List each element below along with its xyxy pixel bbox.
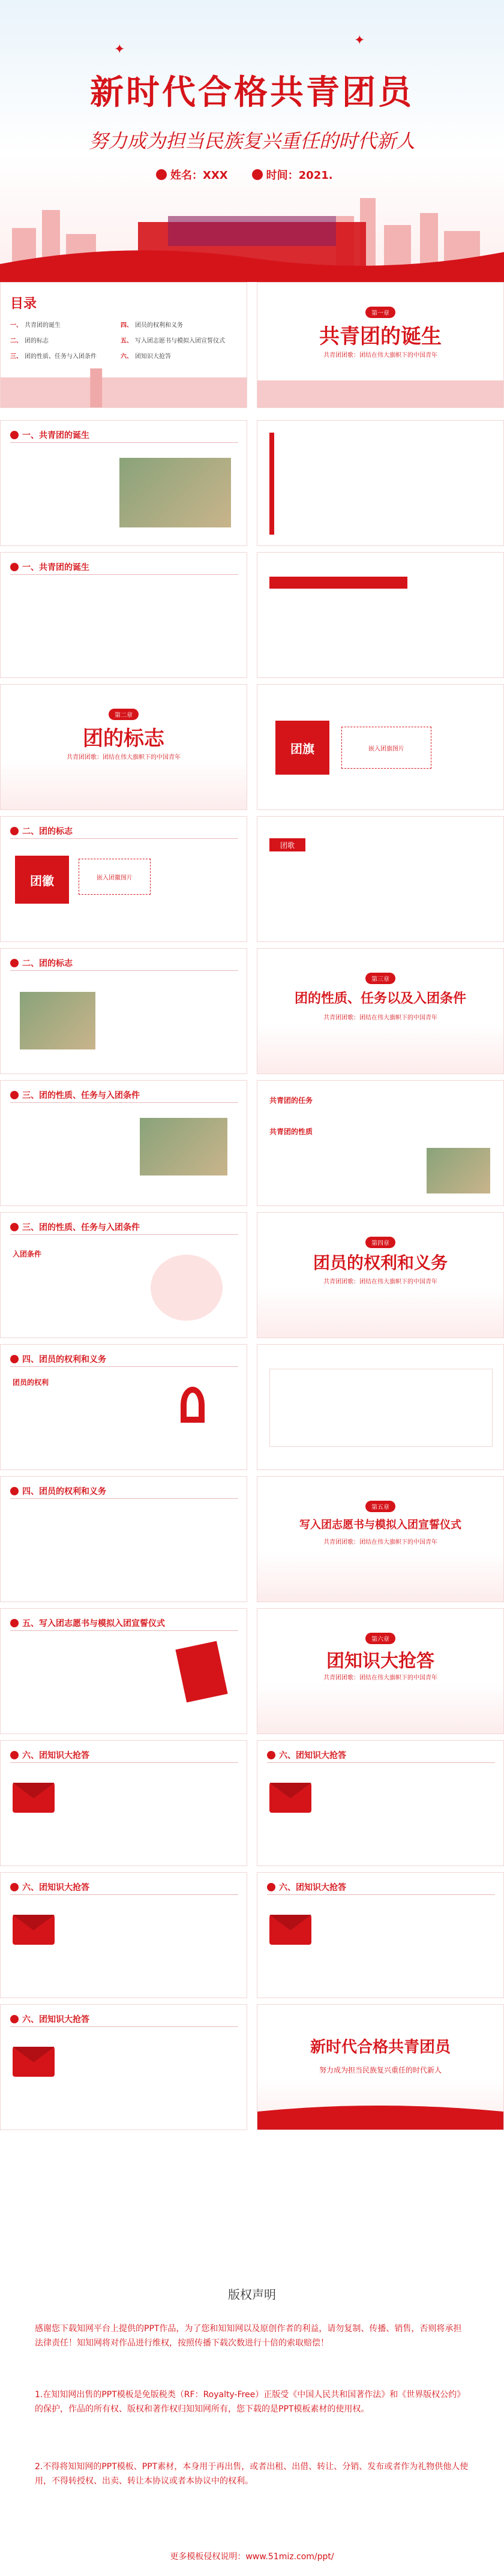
toc-item[interactable]: 四、 团员的权利和义务 — [121, 322, 183, 329]
toc-slide — [0, 282, 247, 408]
image-placeholder[interactable]: 嵌入团徽图片 — [79, 859, 151, 895]
city-skyline — [257, 2088, 503, 2130]
envelope-icon — [13, 1915, 55, 1945]
content-slide — [257, 1344, 504, 1470]
divider — [10, 2026, 238, 2027]
divider — [10, 1234, 238, 1235]
content-slide — [0, 816, 247, 942]
illustration — [151, 1255, 223, 1321]
copyright-link[interactable]: 更多模板侵权说明：www.51miz.com/ppt/ — [170, 2552, 334, 2562]
divider — [10, 1630, 238, 1631]
section-slide — [257, 1212, 504, 1338]
envelope-icon — [269, 1783, 311, 1813]
content-slide — [0, 1212, 247, 1338]
divider — [10, 1762, 238, 1763]
dove-icon: ✦ — [354, 33, 365, 48]
slide-heading: 二、团的标志 — [10, 957, 73, 969]
copyright-paragraph: 感谢您下载知网平台上提供的PPT作品，为了您和知知网以及原创作者的利益，请勿复制、传播、销售，否则将承担法律责任！知知网将对作品进行维权，按照传播下载次数进行十倍的索取赔偿！ — [35, 2324, 462, 2348]
nature-title: 共青团的性质 — [269, 1127, 313, 1136]
divider — [10, 574, 238, 575]
slide-heading: 四、团员的权利和义务 — [10, 1485, 106, 1497]
content-slide — [0, 948, 247, 1074]
section-slide — [257, 282, 504, 408]
content-slide — [0, 1476, 247, 1602]
name-label: 姓名：XXX — [170, 169, 228, 182]
content-slide — [0, 1608, 247, 1734]
divider — [10, 838, 238, 839]
copyright-section — [0, 2268, 504, 2576]
city-skyline — [1, 365, 247, 407]
song-tag: 团歌 — [269, 838, 305, 851]
chapter-pill: 第五章 — [365, 1501, 395, 1512]
timeline-bar — [269, 433, 274, 535]
slide-heading: 六、团知识大抢答 — [267, 1881, 346, 1893]
rights-title: 团员的权利 — [13, 1378, 49, 1387]
closing-subtitle: 努力成为担当民族复兴重任的时代新人 — [319, 2066, 442, 2074]
conditions-title: 入团条件 — [13, 1250, 42, 1258]
bullet-icon — [10, 431, 19, 439]
section-title: 共青团的诞生 — [319, 325, 442, 349]
content-slide — [257, 1080, 504, 1206]
divider — [10, 1894, 238, 1895]
image-placeholder[interactable]: 嵌入团旗图片 — [341, 727, 431, 769]
content-slide — [0, 552, 247, 678]
section-slide — [0, 684, 247, 810]
bullet-icon — [267, 1883, 275, 1891]
quiz-slide — [0, 1872, 247, 1998]
cover-title: 新时代合格共青团员 — [90, 73, 414, 112]
copyright-paragraph: 1.在知知网出售的PPT模板是免版税类（RF：Royalty-Free）正版受《中国人民共和国著作法》和《世界版权公约》的保护，作品的所有权、版权和著作权归知知网所有，您下载的是PPT模板素材的使用权。 — [35, 2390, 466, 2414]
section-subtitle: 共青团团歌：团结在伟大旗帜下的中国青年 — [323, 1015, 437, 1021]
copyright-title: 版权声明 — [228, 2287, 276, 2302]
photo — [118, 457, 232, 529]
photo — [139, 1117, 229, 1177]
content-slide — [0, 1344, 247, 1470]
toc-item[interactable]: 二、 团的标志 — [10, 338, 49, 344]
closing-title: 新时代合格共青团员 — [310, 2038, 451, 2056]
section-title: 团员的权利和义务 — [313, 1253, 448, 1273]
cover-subtitle: 努力成为担当民族复兴重任的时代新人 — [88, 130, 415, 152]
section-subtitle: 共青团团歌：团结在伟大旗帜下的中国青年 — [323, 1675, 437, 1681]
badge-box: 团徽 — [15, 856, 69, 904]
chapter-pill: 第四章 — [365, 1237, 395, 1248]
slide-heading: 五、写入团志愿书与模拟入团宣誓仪式 — [10, 1617, 165, 1629]
flag-box: 团旗 — [275, 721, 329, 775]
clock-icon — [252, 169, 263, 180]
toc-item[interactable]: 六、 团知识大抢答 — [121, 353, 171, 360]
divider — [10, 1102, 238, 1103]
chapter-pill: 第三章 — [365, 973, 395, 984]
text-panel — [269, 1369, 493, 1447]
closing-slide — [257, 2004, 504, 2130]
slide-heading: 六、团知识大抢答 — [267, 1749, 346, 1761]
city-skyline — [257, 365, 503, 407]
cover-slide — [0, 0, 504, 282]
section-title: 团知识大抢答 — [326, 1651, 434, 1672]
quiz-slide — [257, 1740, 504, 1866]
section-subtitle: 共青团团歌：团结在伟大旗帜下的中国青年 — [323, 352, 437, 359]
bullet-icon — [10, 1223, 19, 1231]
bullet-icon — [10, 959, 19, 967]
ribbon-icon — [181, 1387, 205, 1423]
user-icon — [156, 169, 167, 180]
chapter-pill: 第二章 — [109, 709, 139, 720]
section-title: 写入团志愿书与模拟入团宣誓仪式 — [299, 1519, 461, 1531]
slide-heading: 二、团的标志 — [10, 825, 73, 837]
divider — [10, 1498, 238, 1499]
photo — [425, 1147, 491, 1195]
section-subtitle: 共青团团歌：团结在伟大旗帜下的中国青年 — [323, 1279, 437, 1285]
dove-icon: ✦ — [114, 42, 125, 57]
time-label: 时间：2021. — [266, 169, 333, 182]
slide-heading: 一、共青团的诞生 — [10, 429, 89, 441]
section-title: 团的标志 — [83, 727, 164, 751]
content-slide — [257, 816, 504, 942]
section-slide — [257, 1608, 504, 1734]
content-slide — [0, 1080, 247, 1206]
section-subtitle: 共青团团歌：团结在伟大旗帜下的中国青年 — [67, 754, 181, 761]
divider — [267, 1894, 495, 1895]
quiz-slide — [257, 1872, 504, 1998]
city-skyline — [0, 180, 504, 282]
slide-heading: 三、团的性质、任务与入团条件 — [10, 1221, 140, 1233]
quiz-slide — [0, 1740, 247, 1866]
section-slide — [257, 948, 504, 1074]
bullet-icon — [10, 1751, 19, 1759]
chapter-pill: 第一章 — [365, 307, 395, 318]
bullet-icon — [10, 563, 19, 571]
content-slide — [257, 684, 504, 810]
slide-heading: 六、团知识大抢答 — [10, 1881, 89, 1893]
chapter-pill: 第六章 — [365, 1633, 395, 1644]
bullet-icon — [10, 1883, 19, 1891]
slide-heading: 六、团知识大抢答 — [10, 2013, 89, 2025]
envelope-icon — [13, 2047, 55, 2077]
divider — [10, 1366, 238, 1367]
photo — [19, 991, 97, 1051]
highlight-bar — [269, 577, 407, 589]
bullet-icon — [10, 827, 19, 835]
bullet-icon — [10, 1619, 19, 1627]
section-slide — [257, 1476, 504, 1602]
slide-heading: 三、团的性质、任务与入团条件 — [10, 1089, 140, 1101]
slide-heading: 一、共青团的诞生 — [10, 561, 89, 573]
bullet-icon — [267, 1751, 275, 1759]
section-subtitle: 共青团团歌：团结在伟大旗帜下的中国青年 — [323, 1539, 437, 1546]
copyright-paragraph: 2.不得将知知网的PPT模板、PPT素材，本身用于再出售，或者出租、出借、转让、分销、发布或者作为礼物供他人使用，不得转授权、出卖、转让本协议或者本协议中的权利。 — [35, 2462, 469, 2486]
bullet-icon — [10, 1091, 19, 1099]
slide-heading: 四、团员的权利和义务 — [10, 1353, 106, 1365]
content-slide — [0, 420, 247, 546]
quiz-slide — [0, 2004, 247, 2130]
envelope-icon — [269, 1915, 311, 1945]
timeline-slide — [257, 420, 504, 546]
toc-item[interactable]: 一、 共青团的诞生 — [10, 322, 61, 329]
divider — [10, 970, 238, 971]
volunteer-form-icon — [175, 1641, 227, 1703]
envelope-icon — [13, 1783, 55, 1813]
bullet-icon — [10, 1487, 19, 1495]
bullet-icon — [10, 1355, 19, 1363]
toc-item[interactable]: 五、 写入团志愿书与模拟入团宣誓仪式 — [121, 338, 225, 344]
slide-heading: 六、团知识大抢答 — [10, 1749, 89, 1761]
divider — [10, 442, 238, 443]
bullet-icon — [10, 2015, 19, 2023]
toc-title: 目录 — [10, 296, 37, 311]
divider — [267, 1762, 495, 1763]
toc-item[interactable]: 三、 团的性质、任务与入团条件 — [10, 353, 97, 360]
content-slide — [257, 552, 504, 678]
tasks-title: 共青团的任务 — [269, 1096, 313, 1105]
section-title: 团的性质、任务以及入团条件 — [294, 991, 466, 1006]
